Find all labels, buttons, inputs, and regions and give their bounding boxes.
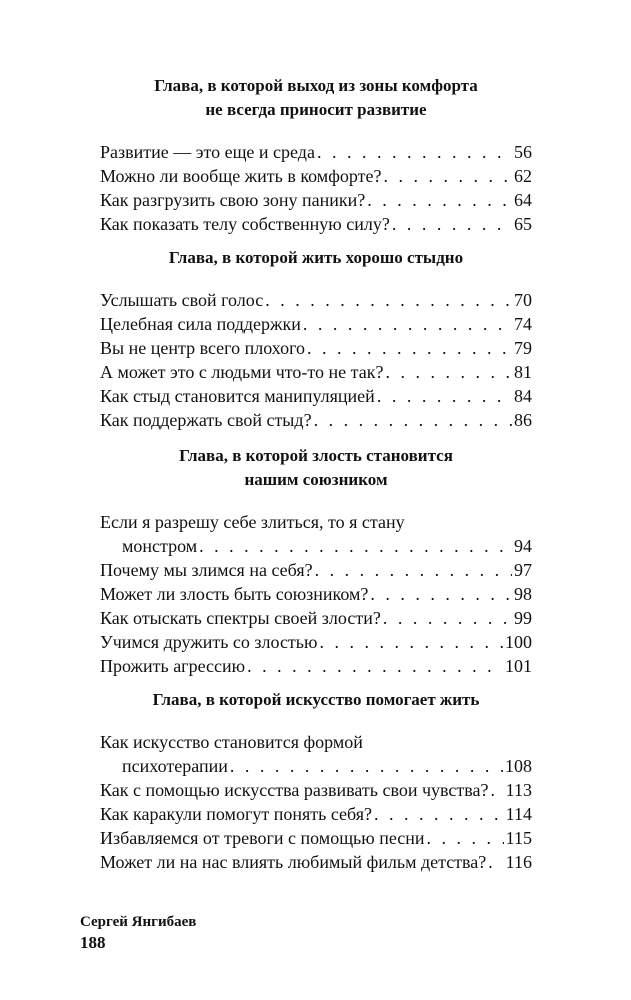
chapter-title-line: нашим союзником [244,470,388,489]
toc-entry-page: 74 [514,314,532,334]
chapter-2 [100,246,532,432]
dot-leader [427,826,504,850]
author-name: Сергей Янгибаев [80,914,197,930]
toc-entry[interactable] [100,336,532,360]
toc-entry-title: Как поддержать свой стыд? [100,410,312,430]
dot-leader [392,212,512,236]
toc-entry-title: Если я разрешу себе злиться, то я стану [100,512,405,532]
toc-entry-title: Как разгрузить свою зону паники? [100,190,366,210]
toc-entry[interactable] [100,288,532,312]
toc-entry-title: Как искусство становится формой [100,732,363,752]
toc-entries [100,510,532,678]
toc-entry-title: А может это с людьми что-то не так? [100,362,384,382]
toc-entry[interactable] [100,606,532,630]
toc-entry-title: Почему мы злимся на себя? [100,560,313,580]
toc-entries [100,730,532,874]
toc-entry[interactable] [100,850,532,874]
toc-entry[interactable] [100,408,532,432]
toc-entry[interactable] [100,188,532,212]
dot-leader [314,408,512,432]
toc-entry-page: 115 [505,828,532,848]
dot-leader [247,654,503,678]
toc-entry-page: 79 [514,338,532,358]
chapter-1 [100,74,532,236]
toc-entry-title: Вы не центр всего плохого [100,338,306,358]
toc-entry[interactable] [100,654,532,678]
chapter-title-line: Глава, в которой выход из зоны комфорта [154,76,478,95]
toc-entry-title: Может ли на нас влиять любимый фильм детства? [100,852,487,872]
toc-entry[interactable] [100,212,532,236]
dot-leader [374,802,504,826]
toc-entry-page: 56 [514,142,532,162]
toc-entry-title: Услышать свой голос [100,290,264,310]
toc-entry-page: 100 [505,632,532,652]
toc-entry-title-continued: психотерапии [122,756,228,776]
dot-leader [491,778,504,802]
toc-entry-page: 81 [514,362,532,382]
dot-leader [315,558,512,582]
toc-entry-page: 86 [514,410,532,430]
dot-leader [319,630,503,654]
toc-entry-title: Целебная сила поддержки [100,314,301,334]
toc-entry[interactable] [100,510,532,558]
toc-entry-page: 98 [514,584,532,604]
toc-entry[interactable] [100,312,532,336]
dot-leader [307,336,512,360]
toc-entry-title: Развитие — это еще и среда [100,142,315,162]
toc-entry-page: 97 [514,560,532,580]
chapter-4 [100,688,532,874]
toc-entry[interactable] [100,140,532,164]
toc-entry-title: Как показать телу собственную силу? [100,214,390,234]
dot-leader [377,384,512,408]
toc-entry[interactable] [100,558,532,582]
chapter-title-line: Глава, в которой злость становится [179,446,453,465]
dot-leader [230,754,503,778]
chapter-3 [100,444,532,678]
toc-entry-page: 116 [505,852,532,872]
toc-entry-title: Как каракули помогут понять себя? [100,804,372,824]
dot-leader [488,850,503,874]
dot-leader [199,534,512,558]
toc-entry-title: Учимся дружить со злостью [100,632,318,652]
toc-entry[interactable] [100,360,532,384]
dot-leader [385,360,512,384]
toc-entry[interactable] [100,384,532,408]
toc-entry-title: Прожить агрессию [100,656,246,676]
toc-entry[interactable] [100,630,532,654]
toc-entry-page: 65 [514,214,532,234]
dot-leader [370,582,512,606]
toc-entry-page: 114 [505,804,532,824]
toc-entry-title: Может ли злость быть союзником? [100,584,369,604]
toc-entry-title: Можно ли вообще жить в комфорте? [100,166,382,186]
dot-leader [265,288,512,312]
chapter-title [100,246,532,270]
toc-entry-title-continued: монстром [122,536,198,556]
toc-entry[interactable] [100,778,532,802]
toc-entry[interactable] [100,826,532,850]
dot-leader [317,140,512,164]
toc-entry[interactable] [100,802,532,826]
chapter-title [100,74,532,122]
chapter-title-line: Глава, в которой искусство помогает жить [152,690,480,709]
dot-leader [303,312,512,336]
toc-entry[interactable] [100,164,532,188]
toc-entries [100,140,532,236]
toc-entry[interactable] [100,582,532,606]
dot-leader [383,164,512,188]
toc-entry-title: Как с помощью искусства развивать свои чувства? [100,780,489,800]
toc-entry-title: Как стыд становится манипуляцией [100,386,375,406]
toc-entry-page: 94 [514,536,532,556]
toc-entry-page: 62 [514,166,532,186]
chapter-title-line: не всегда приносит развитие [205,100,427,119]
dot-leader [383,606,512,630]
toc-entry-title: Как отыскать спектры своей злости? [100,608,381,628]
toc-entry-page: 101 [505,656,532,676]
toc-entry[interactable] [100,730,532,778]
toc-entry-page: 70 [514,290,532,310]
page-number: 188 [80,933,106,952]
chapter-title [100,688,532,712]
toc-entry-page: 108 [505,756,532,776]
toc-entry-page: 99 [514,608,532,628]
page-footer [80,912,196,954]
dot-leader [367,188,512,212]
toc-entry-page: 113 [505,780,532,800]
toc-entry-title: Избавляемся от тревоги с помощью песни [100,828,425,848]
toc-entry-page: 64 [514,190,532,210]
toc-entries [100,288,532,432]
chapter-title [100,444,532,492]
chapter-title-line: Глава, в которой жить хорошо стыдно [168,248,464,267]
toc-entry-page: 84 [514,386,532,406]
